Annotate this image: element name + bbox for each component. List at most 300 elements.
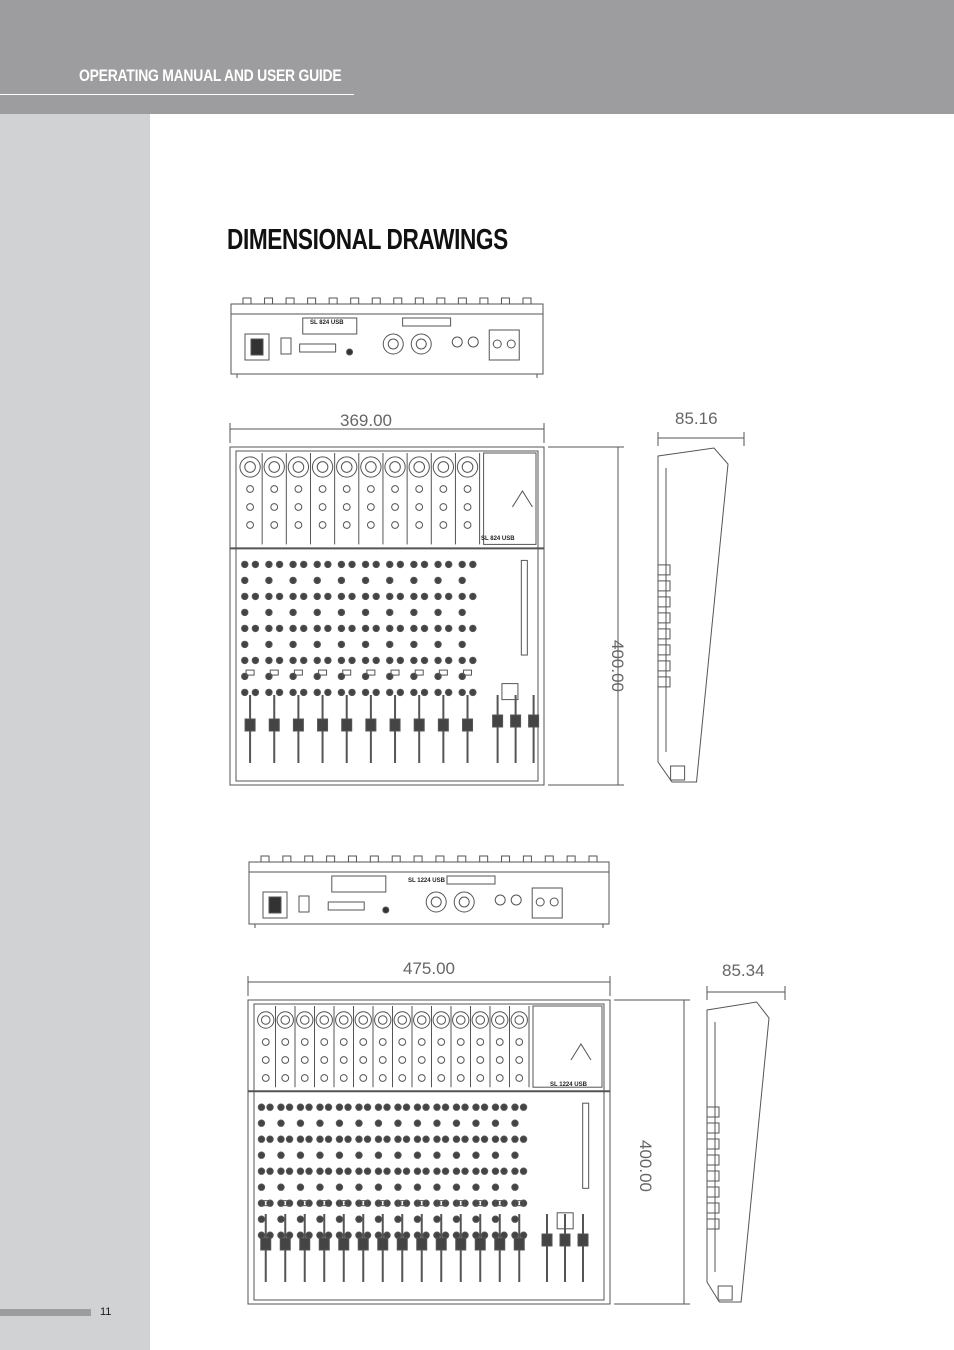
channel-knob [317,1216,323,1222]
channel-knob [435,625,441,631]
rear-knob-cap [283,856,291,862]
channel-knob [278,1184,284,1190]
channel-knob [267,1136,273,1142]
input-jack [496,1075,503,1082]
master-fader-cap [542,1234,552,1246]
channel-knob [317,1152,323,1158]
channel-knob [492,1120,498,1126]
input-jack [301,1039,308,1046]
channel-knob [314,593,320,599]
input-jack [367,504,374,511]
rear-knob-cap [261,856,269,862]
rear-knob-cap [480,298,488,304]
channel-knob [258,1120,264,1126]
power-inlet-socket [269,897,281,913]
channel-knob [252,625,258,631]
mic-input-xlr [240,457,260,477]
channel-knob [421,625,427,631]
side-foot [718,1286,732,1300]
input-jack [360,1057,367,1064]
channel-knob [252,593,258,599]
mic-input-xlr-inner [293,462,304,473]
fader-cap [339,1238,349,1250]
mic-input-xlr [375,1012,391,1028]
fader-cap [319,1238,329,1250]
channel-knob [301,657,307,663]
channel-knob [520,1104,526,1110]
mic-input-xlr [414,1012,430,1028]
ce-mark [347,349,353,355]
channel-knob [362,577,368,583]
mic-input-xlr [511,1012,527,1028]
fader-cap [495,1238,505,1250]
channel-knob [481,1168,487,1174]
side-connector [658,677,670,687]
channel-knob [306,1168,312,1174]
input-jack [399,1057,406,1064]
channel-knob [349,625,355,631]
channel-knob [338,593,344,599]
channel-knob [278,1232,284,1238]
mic-input-xlr [258,1012,274,1028]
channel-knob [473,1136,479,1142]
channel-knob [338,577,344,583]
channel-knob [459,657,465,663]
input-jack [516,1057,523,1064]
channel-knob [252,689,258,695]
channel-knob [290,657,296,663]
input-jack [343,504,350,511]
channel-knob [453,1168,459,1174]
input-jack [301,1057,308,1064]
mic-input-xlr [288,457,308,477]
channel-knob [470,593,476,599]
side-connector [707,1171,719,1181]
channel-knob [411,625,417,631]
input-jack [440,486,447,493]
channel-knob [459,593,465,599]
mic-input-xlr-inner [438,462,449,473]
mic-input-xlr [433,457,453,477]
channel-knob [276,657,282,663]
channel-knob [442,1168,448,1174]
channel-knob [336,1120,342,1126]
channel-knob [325,689,331,695]
channel-knob [242,657,248,663]
channel-knob [258,1168,264,1174]
channel-knob [423,1168,429,1174]
channel-knob [462,1232,468,1238]
fader-cap [438,719,448,731]
channel-knob [395,1120,401,1126]
channel-knob [462,1136,468,1142]
channel-knob [301,625,307,631]
fader-cap [300,1238,310,1250]
rear-jack [511,895,521,905]
side-connector [658,661,670,671]
channel-knob [345,1104,351,1110]
channel-knob [242,689,248,695]
channel-knob [278,1168,284,1174]
channel-knob [373,625,379,631]
input-jack [379,1057,386,1064]
channel-knob [411,641,417,647]
rca-jack [493,340,501,348]
channel-knob [252,657,258,663]
fader-cap [414,719,424,731]
fader-cap [280,1238,290,1250]
power-switch [299,896,309,912]
channel-knob [266,609,272,615]
input-jack [282,1057,289,1064]
side-connector [658,629,670,639]
channel-knob [492,1216,498,1222]
channel-knob [520,1232,526,1238]
channel-knob [356,1136,362,1142]
channel-knob [421,561,427,567]
channel-knob [403,1232,409,1238]
input-jack [496,1039,503,1046]
channel-knob [252,561,258,567]
channel-knob [338,609,344,615]
channel-knob [362,641,368,647]
channel-knob [434,1120,440,1126]
rear-knob-cap [286,298,294,304]
side-profile [707,1002,769,1302]
channel-knob [290,625,296,631]
channel-knob [297,1152,303,1158]
channel-knob [373,561,379,567]
input-jack [464,504,471,511]
channel-knob [375,1120,381,1126]
rca-jack [550,898,558,906]
channel-knob [325,625,331,631]
channel-knob [362,657,368,663]
channel-knob [336,1168,342,1174]
mic-input-xlr-inner [341,462,352,473]
side-connector [658,565,670,575]
input-jack [457,1057,464,1064]
input-jack [416,522,423,529]
input-jack [418,1039,425,1046]
fader-cap [293,719,303,731]
channel-knob [278,1152,284,1158]
master-input-section [533,1006,602,1087]
channel-knob [286,1104,292,1110]
channel-knob [387,657,393,663]
channel-knob [411,561,417,567]
sl1224-rear-label: SL 1224 USB [408,878,445,884]
channel-knob [338,641,344,647]
channel-knob [434,1136,440,1142]
channel-knob [356,1232,362,1238]
channel-knob [373,593,379,599]
input-jack [440,522,447,529]
channel-knob [325,657,331,663]
channel-knob [336,1216,342,1222]
channel-knob [301,561,307,567]
channel-knob [470,689,476,695]
input-jack [392,522,399,529]
channel-knob [290,561,296,567]
channel-knob [297,1136,303,1142]
channel-knob [345,1136,351,1142]
mic-input-xlr-inner [462,462,473,473]
input-jack [360,1039,367,1046]
sl824-front-label: SL 824 USB [481,536,515,542]
channel-knob [453,1184,459,1190]
channel-knob [395,1152,401,1158]
channel-knob [442,1136,448,1142]
side-connector [707,1107,719,1117]
rear-knob-cap [372,298,380,304]
channel-knob [349,689,355,695]
channel-knob [297,1216,303,1222]
fader-cap [463,719,473,731]
channel-knob [434,1232,440,1238]
channel-knob [364,1232,370,1238]
channel-knob [290,673,296,679]
channel-knob [501,1104,507,1110]
rear-knob-cap [523,856,531,862]
channel-knob [512,1136,518,1142]
channel-knob [278,1104,284,1110]
input-jack [464,522,471,529]
channel-knob [414,1136,420,1142]
sl1224-side-dim: 85.34 [722,961,765,980]
channel-knob [314,577,320,583]
channel-knob [317,1232,323,1238]
rear-knob-cap [458,856,466,862]
main-out-xlr-inner [459,897,469,907]
input-jack [418,1057,425,1064]
side-connector [658,581,670,591]
input-jack [477,1057,484,1064]
main-out-xlr-inner [388,339,398,349]
main-out-xlr [383,334,403,354]
master-fader-cap [578,1234,588,1246]
channel-knob [459,577,465,583]
power-inlet-socket [251,339,263,355]
input-jack [295,522,302,529]
channel-knob [266,657,272,663]
rear-knob-cap [243,298,251,304]
channel-knob [373,689,379,695]
channel-knob [375,1184,381,1190]
side-connector [707,1155,719,1165]
mic-input-xlr [394,1012,410,1028]
rear-knob-cap [329,298,337,304]
master-fader-cap [529,715,539,727]
channel-knob [395,1136,401,1142]
mic-input-xlr [453,1012,469,1028]
channel-knob [258,1104,264,1110]
channel-knob [414,1120,420,1126]
channel-knob [453,1136,459,1142]
channel-knob [397,561,403,567]
input-jack [247,522,254,529]
mic-input-xlr-inner [245,462,256,473]
channel-knob [512,1104,518,1110]
side-connector [707,1203,719,1213]
master-fader-cap [493,715,503,727]
fader-cap [261,1238,271,1250]
channel-knob [492,1152,498,1158]
rear-logo-box [332,876,386,892]
rear-knob-cap [589,856,597,862]
input-jack [399,1075,406,1082]
channel-knob [266,593,272,599]
channel-knob [297,1184,303,1190]
channel-knob [258,1232,264,1238]
channel-knob [473,1120,479,1126]
channel-knob [301,689,307,695]
channel-knob [267,1168,273,1174]
channel-knob [395,1104,401,1110]
channel-knob [325,1168,331,1174]
channel-knob [387,577,393,583]
fader-cap [358,1238,368,1250]
input-jack [416,486,423,493]
fader-cap [390,719,400,731]
mic-input-xlr-inner [476,1016,485,1025]
channel-knob [459,673,465,679]
rear-knob-cap [415,298,423,304]
channel-knob [266,561,272,567]
channel-knob [453,1120,459,1126]
input-jack [282,1039,289,1046]
channel-knob [278,1120,284,1126]
input-jack [343,486,350,493]
input-jack [340,1075,347,1082]
input-jack [464,486,471,493]
side-connector [658,645,670,655]
channel-knob [459,641,465,647]
mic-input-xlr [277,1012,293,1028]
channel-knob [375,1104,381,1110]
channel-knob [242,609,248,615]
sl824-rear-label: SL 824 USB [310,320,344,326]
channel-knob [442,1232,448,1238]
input-jack [340,1039,347,1046]
channel-knob [297,1232,303,1238]
channel-knob [481,1136,487,1142]
channel-knob [301,593,307,599]
channel-knob [325,1136,331,1142]
channel-knob [325,1104,331,1110]
channel-knob [349,561,355,567]
channel-knob [395,1232,401,1238]
channel-knob [338,689,344,695]
input-jack [392,504,399,511]
input-jack [319,486,326,493]
channel-knob [266,673,272,679]
channel-knob [442,1104,448,1110]
rear-knob-cap [265,298,273,304]
channel-knob [435,689,441,695]
side-connector [707,1219,719,1229]
side-connector [707,1123,719,1133]
channel-knob [375,1216,381,1222]
rear-knob-cap [308,298,316,304]
channel-knob [473,1216,479,1222]
channel-knob [435,593,441,599]
rear-knob-cap [501,298,509,304]
mic-input-xlr-inner [339,1016,348,1025]
rear-jack [495,895,505,905]
channel-knob [395,1184,401,1190]
fader-cap [475,1238,485,1250]
channel-knob [375,1232,381,1238]
channel-knob [364,1104,370,1110]
channel-knob [520,1168,526,1174]
channel-knob [345,1168,351,1174]
sl1224-width-dim: 475.00 [403,959,455,978]
channel-knob [336,1136,342,1142]
mic-input-xlr [336,1012,352,1028]
channel-knob [414,1168,420,1174]
input-jack [262,1057,269,1064]
channel-knob [397,593,403,599]
channel-knob [362,561,368,567]
channel-knob [325,561,331,567]
input-jack [418,1075,425,1082]
channel-knob [362,673,368,679]
channel-knob [445,657,451,663]
rear-knob-cap [437,298,445,304]
channel-knob [336,1184,342,1190]
channel-knob [349,593,355,599]
mic-input-xlr-inner [495,1016,504,1025]
master-fader-cap [511,715,521,727]
channel-knob [512,1216,518,1222]
mic-input-xlr-inner [300,1016,309,1025]
mic-input-xlr [297,1012,313,1028]
channel-knob [317,1136,323,1142]
channel-knob [338,657,344,663]
channel-knob [387,609,393,615]
rear-knob-cap [348,856,356,862]
channel-knob [403,1136,409,1142]
channel-knob [356,1152,362,1158]
side-connector [658,613,670,623]
mic-input-xlr-inner [378,1016,387,1025]
channel-knob [421,657,427,663]
side-connector [658,597,670,607]
input-jack [321,1039,328,1046]
input-jack [247,486,254,493]
channel-knob [345,1232,351,1238]
channel-knob [470,561,476,567]
channel-knob [470,657,476,663]
channel-knob [356,1216,362,1222]
channel-knob [362,609,368,615]
fader-cap [456,1238,466,1250]
page-number: 11 [100,1306,112,1318]
channel-knob [242,641,248,647]
rear-knob-cap [327,856,335,862]
mic-input-xlr [385,457,405,477]
rear-knob-cap [394,298,402,304]
rear-knob-cap [414,856,422,862]
channel-knob [286,1232,292,1238]
channel-knob [336,1232,342,1238]
channel-knob [421,593,427,599]
input-jack [262,1075,269,1082]
input-jack [416,504,423,511]
channel-knob [414,1152,420,1158]
channel-knob [411,609,417,615]
